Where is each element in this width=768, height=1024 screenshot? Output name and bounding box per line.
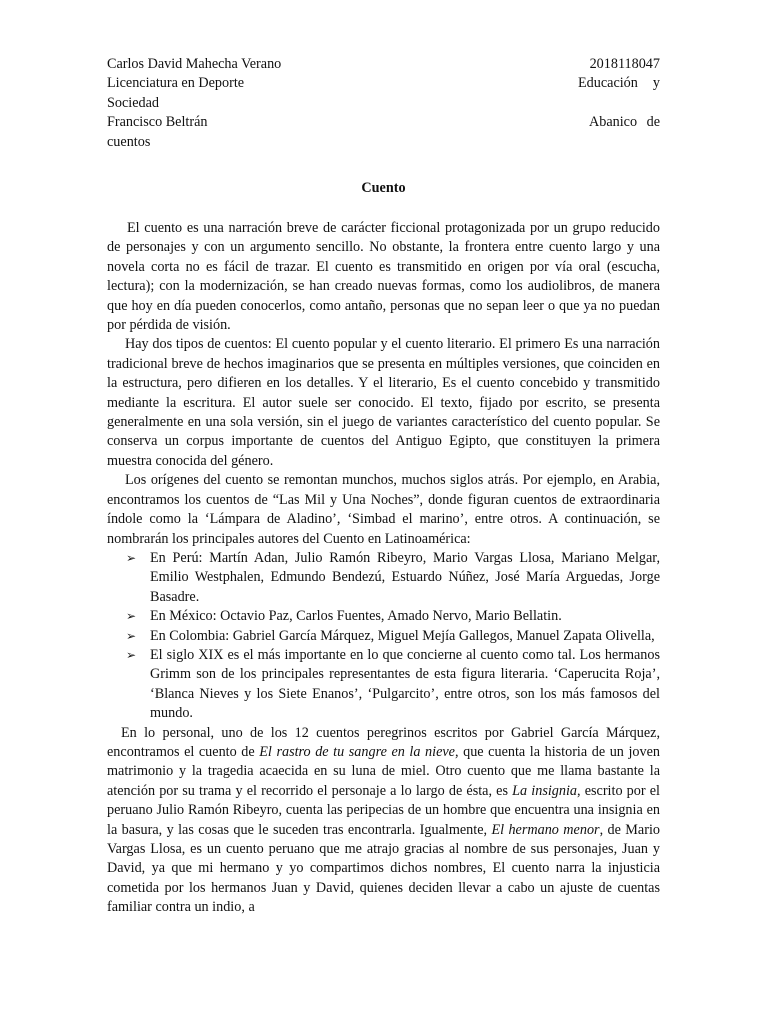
program-continuation: Sociedad [107,94,160,111]
header-row-2 [107,74,660,93]
list-item: ➢ El siglo XIX es el más importante en lo que concierne al cuento como tal. Los hermanos Grimm son de los principales representantes de esta figura literaria. ‘Caperucita Roja’, ‘Blanca Nieves y los Siete Enanos’, ‘Pulgarcito’, entre otros, son los más famosos del mundo. [126,646,660,722]
arrow-bullet-icon: ➢ [126,647,137,662]
assignment-right: Abanico de [589,114,660,131]
student-id: 2018118047 [589,56,660,72]
teacher-name: Francisco Beltrán [107,114,208,131]
paragraph-types: Hay dos tipos de cuentos: El cuento popular y el cuento literario. El primero Es una narración tradicional breve de hechos imaginarios que se presenta en múltiples versiones, que coinciden en la estructura, pero difieren en los detalles. Y el literario, Es el cuento concebido y transmitido mediante la escritura. El autor suele ser conocido. El texto, fijado por escrito, se presenta generalmente en una sola versión, sin el juego de variantes característico del cuento popular. Se conserva un corpus importante de cuentos del Antiguo Egipto, que constituyen la primera muestra conocida del género. [107,336,660,469]
list-item: ➢ En Colombia: Gabriel García Márquez, Miguel Mejía Gallegos, Manuel Zapata Olivella, [107,627,660,646]
arrow-bullet-icon: ➢ [126,609,137,624]
authors-list [107,549,660,724]
arrow-bullet-icon: ➢ [126,628,137,643]
paragraph-origins: Los orígenes del cuento se remontan munchos, muchos siglos atrás. Por ejemplo, en Arabia, encontramos los cuentos de “Las Mil y Una Noches”, donde figuran cuentos de extraordinaria índole como la ‘Lámpara de Aladino’, ‘Simbad el marino’, entre otros. A continuación, se nombrarán los principales autores del Cuento en Latinoamérica: [107,472,660,547]
program-name: Licenciatura en Deporte [107,75,245,92]
header-row-3 [107,94,660,113]
document-header [107,55,660,152]
list-item: ➢ En Perú: Martín Adan, Julio Ramón Ribeyro, Mario Vargas Llosa, Mariano Melgar, Emilio Westphalen, Edmundo Bendezú, Estuardo Núñez, José María Arguedas, Jorge Basadre. [126,549,660,605]
program-right: Educación y [578,75,660,92]
header-row-1 [107,55,660,74]
header-row-4 [107,113,660,132]
paragraph-definition: El cuento es una narración breve de carácter ficcional protagonizada por un grupo reducido de personajes y con un argumento sencillo. No obstante, la frontera entre cuento largo y una novela corta no es fácil de trazar. El cuento es transmitido en origen por vía oral (escucha, lectura); con la modernización, se han creado nuevas formas, como los audiolibros, de manera que hoy en día pueden conocerlos, como antaño, personas que no sepan leer o que ya no puedan por pérdida de visión. [107,220,660,334]
arrow-bullet-icon: ➢ [126,550,137,565]
author-name: Carlos David Mahecha Verano [107,56,282,72]
story-title: La insignia [512,782,578,799]
document-body [107,219,660,918]
story-title: El rastro de tu sangre en la nieve [259,743,455,760]
document-title: Cuento [361,180,406,196]
paragraph-personal: En lo personal, uno de los 12 cuentos peregrinos escritos por Gabriel García Márquez, encontramos el cuento de El rastro de tu sangre en la nieve, que cuenta la historia de un joven matrimonio y la tragedia acaecida en su luna de miel. Otro cuento que me llama bastante la atención por su trama y el recorrido el personaje a lo largo de ésta, es La insignia, escrito por el peruano Julio Ramón Ribeyro, cuenta las peripecias de un hombre que encuentra una insignia en la basura, y las cosas que le suceden tras encontrarla. Igualmente, El hermano menor, de Mario Vargas Llosa, es un cuento peruano que me atrajo gracias al nombre de sus personajes, Juan y David, ya que mi hermano y yo compartimos dichos nombres, El cuento narra la injusticia cometida por los hermanos Juan y David, quienes deciden llevar a cabo un ajuste de cuentas familiar contra un indio, a [107,724,660,916]
list-item: ➢ En México: Octavio Paz, Carlos Fuentes, Amado Nervo, Mario Bellatin. [107,607,660,626]
assignment-continuation: cuentos [107,133,151,150]
header-row-5 [107,133,660,152]
story-title: El hermano menor [491,821,600,838]
